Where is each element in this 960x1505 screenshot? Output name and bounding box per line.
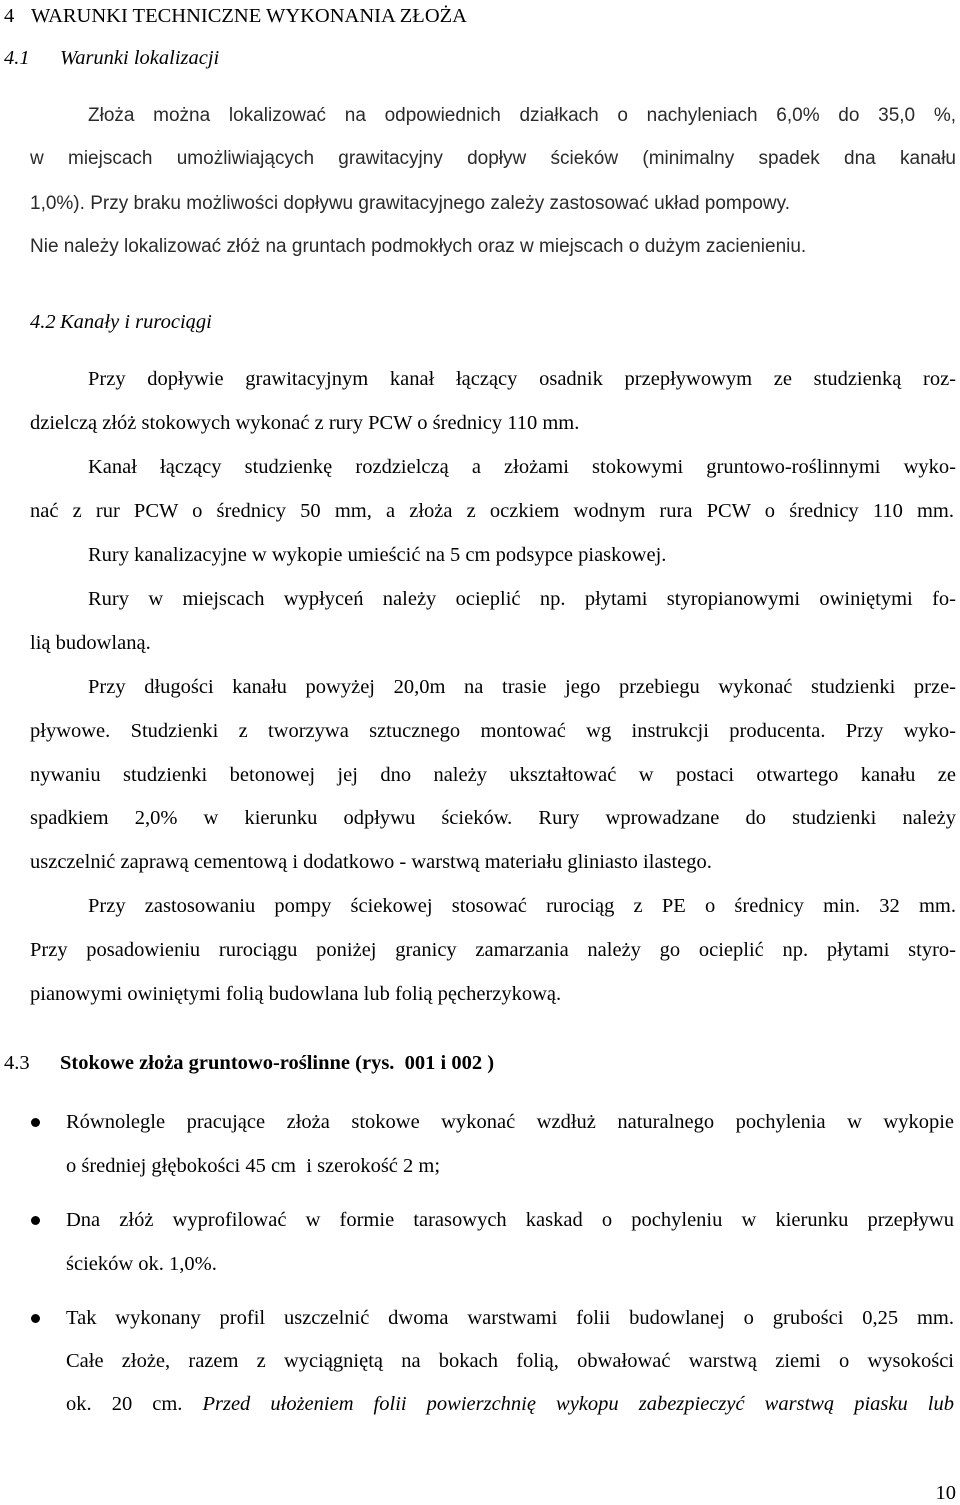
section-4-title: WARUNKI TECHNICZNE WYKONANIA ZŁOŻA <box>31 5 467 27</box>
paragraph-line: Przy posadowieniu rurociągu poniżej granicy zamarzania należy go ocieplić np. płytami styro- <box>30 939 956 961</box>
section-4-1-title: Warunki lokalizacji <box>60 47 220 69</box>
bullet-icon <box>31 1118 40 1127</box>
section-4-number: 4 <box>4 5 15 27</box>
paragraph-line: Złoża można lokalizować na odpowiednich działkach o nachyleniach 6,0% do 35,0 %, <box>88 105 956 126</box>
paragraph-line: uszczelnić zaprawą cementową i dodatkowo - warstwą materiału gliniasto ilastego. <box>30 851 712 873</box>
list-item-line: o średniej głębokości 45 cm i szerokość 2 m; <box>66 1155 441 1177</box>
list-item-line <box>66 1392 954 1416</box>
paragraph-line: dzielczą złóż stokowych wykonać z rury PCW o średnicy 110 mm. <box>30 412 580 434</box>
section-4-2-number: 4.2 <box>30 311 56 333</box>
paragraph-line: Nie należy lokalizować złóż na gruntach podmokłych oraz w miejscach o dużym zacienieniu. <box>30 236 807 257</box>
bullet-icon <box>31 1216 40 1225</box>
paragraph-line: nywaniu studzienki betonowej jej dno należy ukształtować w postaci otwartego kanału ze <box>30 764 956 786</box>
paragraph-line: Przy zastosowaniu pompy ściekowej stosować rurociąg z PE o średnicy min. 32 mm. <box>88 895 956 917</box>
paragraph-line: Przy dopływie grawitacyjnym kanał łączący osadnik przepływowym ze studzienką roz- <box>88 368 956 390</box>
paragraph-line: 1,0%). Przy braku możliwości dopływu grawitacyjnego zależy zastosować układ pompowy. <box>30 193 790 214</box>
section-4-2-title: Kanały i rurociągi <box>60 311 212 333</box>
section-4-3-title: Stokowe złoża gruntowo-roślinne (rys. 001 i 002 ) <box>60 1052 495 1074</box>
paragraph-line: nać z rur PCW o średnicy 50 mm, a złoża z oczkiem wodnym rura PCW o średnicy 110 mm. <box>30 500 954 522</box>
paragraph-line: lią budowlaną. <box>30 632 151 654</box>
page-number: 10 <box>935 1482 956 1504</box>
paragraph-line: spadkiem 2,0% w kierunku odpływu ścieków. Rury wprowadzane do studzienki należy <box>30 807 956 829</box>
section-4-3-number: 4.3 <box>4 1052 30 1074</box>
paragraph-line: Przy długości kanału powyżej 20,0m na trasie jego przebiegu wykonać studzienki prze- <box>88 676 956 698</box>
section-4-1-number: 4.1 <box>4 47 30 69</box>
paragraph-line: Rury w miejscach wypłyceń należy ocieplić np. płytami styropianowymi owiniętymi fo- <box>88 588 956 610</box>
list-item-line: Dna złóż wyprofilować w formie tarasowych kaskad o pochyleniu w kierunku przepływu <box>66 1209 954 1231</box>
paragraph-line: Kanał łączący studzienkę rozdzielczą a złożami stokowymi gruntowo-roślinnymi wyko- <box>88 456 956 478</box>
paragraph-line: Rury kanalizacyjne w wykopie umieścić na 5 cm podsypce piaskowej. <box>88 544 667 566</box>
list-item-line: ścieków ok. 1,0%. <box>66 1253 217 1275</box>
paragraph-line: pianowymi owiniętymi folią budowlana lub folią pęcherzykową. <box>30 983 562 1005</box>
list-item-line: Równolegle pracujące złoża stokowe wykonać wzdłuż naturalnego pochylenia w wykopie <box>66 1111 954 1133</box>
list-item-line: Tak wykonany profil uszczelnić dwoma warstwami folii budowlanej o grubości 0,25 mm. <box>66 1307 954 1329</box>
list-item-text-italic: Przed ułożeniem folii powierzchnię wykopu zabezpieczyć warstwą piasku lub <box>202 1393 954 1415</box>
paragraph-line: pływowe. Studzienki z tworzywa sztucznego montować wg instrukcji producenta. Przy wyko- <box>30 720 956 742</box>
paragraph-line: w miejscach umożliwiających grawitacyjny dopływ ścieków (minimalny spadek dna kanału <box>30 148 956 169</box>
bullet-icon <box>31 1314 40 1323</box>
list-item-text: ok. 20 cm. <box>66 1393 203 1415</box>
list-item-line: Całe złoże, razem z wyciągniętą na bokach folią, obwałować warstwą ziemi o wysokości <box>66 1350 954 1372</box>
